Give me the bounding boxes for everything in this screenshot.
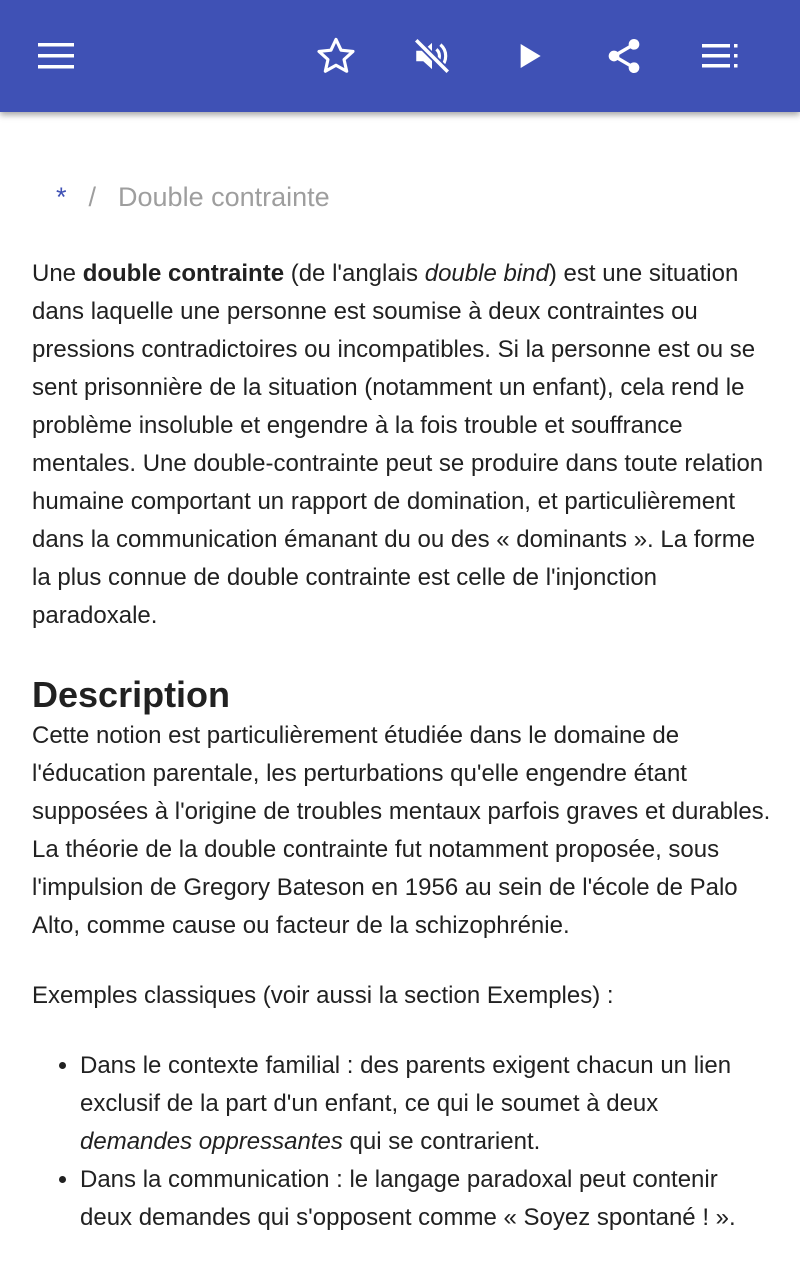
section-heading-description: Description [32, 674, 231, 715]
description-paragraph: Cette notion est particulièrement étudiée dans le domaine de l'éducation parentale, les perturbations qu'elle engendre étant supposées à l'origine de troubles mentaux parfois graves et durables. La théorie de la double contrainte fut notamment proposée, sous l'impulsion de Gregory Bateson en 1956 au sein de l'école de Palo Alto, comme cause ou facteur de la schizophrénie. [32, 722, 771, 939]
share-button[interactable] [596, 28, 652, 84]
favorite-button[interactable] [308, 28, 364, 84]
breadcrumb-current: Double contrainte [118, 182, 330, 212]
play-icon [514, 40, 546, 72]
breadcrumb-home-link[interactable]: * [56, 182, 67, 212]
app-bar [0, 0, 800, 112]
table-of-contents-button[interactable] [692, 28, 748, 84]
list-item: • Dans la communication : le langage paradoxal peut contenir deux demandes qui s'opposent comme « Soyez spontané ! ». [80, 1161, 772, 1237]
list-icon [700, 43, 740, 69]
share-icon [604, 36, 644, 76]
list-item: • Dans le contexte familial : des parents exigent chacun un lien exclusif de la part d'un enfant, ce qui le soumet à deux demandes oppressantes qui se contrarient. [80, 1047, 772, 1161]
star-outline-icon [315, 35, 357, 77]
play-button[interactable] [502, 28, 558, 84]
examples-intro: Exemples classiques (voir aussi la section Exemples) : [32, 982, 614, 1009]
intro-italic-term: double bind [424, 260, 549, 287]
mute-button[interactable] [404, 28, 460, 84]
breadcrumb [56, 182, 330, 213]
article-body [32, 255, 772, 1237]
breadcrumb-separator: / [88, 182, 97, 212]
menu-button[interactable] [28, 28, 84, 84]
intro-paragraph: Une double contrainte (de l'anglais double bind) est une situation dans laquelle une personne est soumise à deux contraintes ou pressions contradictoires ou incompatibles. Si la personne est ou se sent prisonnière de la situation (notamment un enfant), cela rend le problème insoluble et engendre à la fois trouble et souffrance mentales. Une double-contrainte peut se produire dans toute relation humaine comportant un rapport de domination, et particulièrement dans la communication émanant du ou des « dominants ». La forme la plus connue de double contrainte est celle de l'injonction paradoxale. [32, 260, 764, 629]
menu-icon [36, 41, 76, 71]
examples-list [32, 1047, 772, 1237]
volume-off-icon [411, 35, 453, 77]
intro-bold-term: double contrainte [82, 260, 285, 287]
